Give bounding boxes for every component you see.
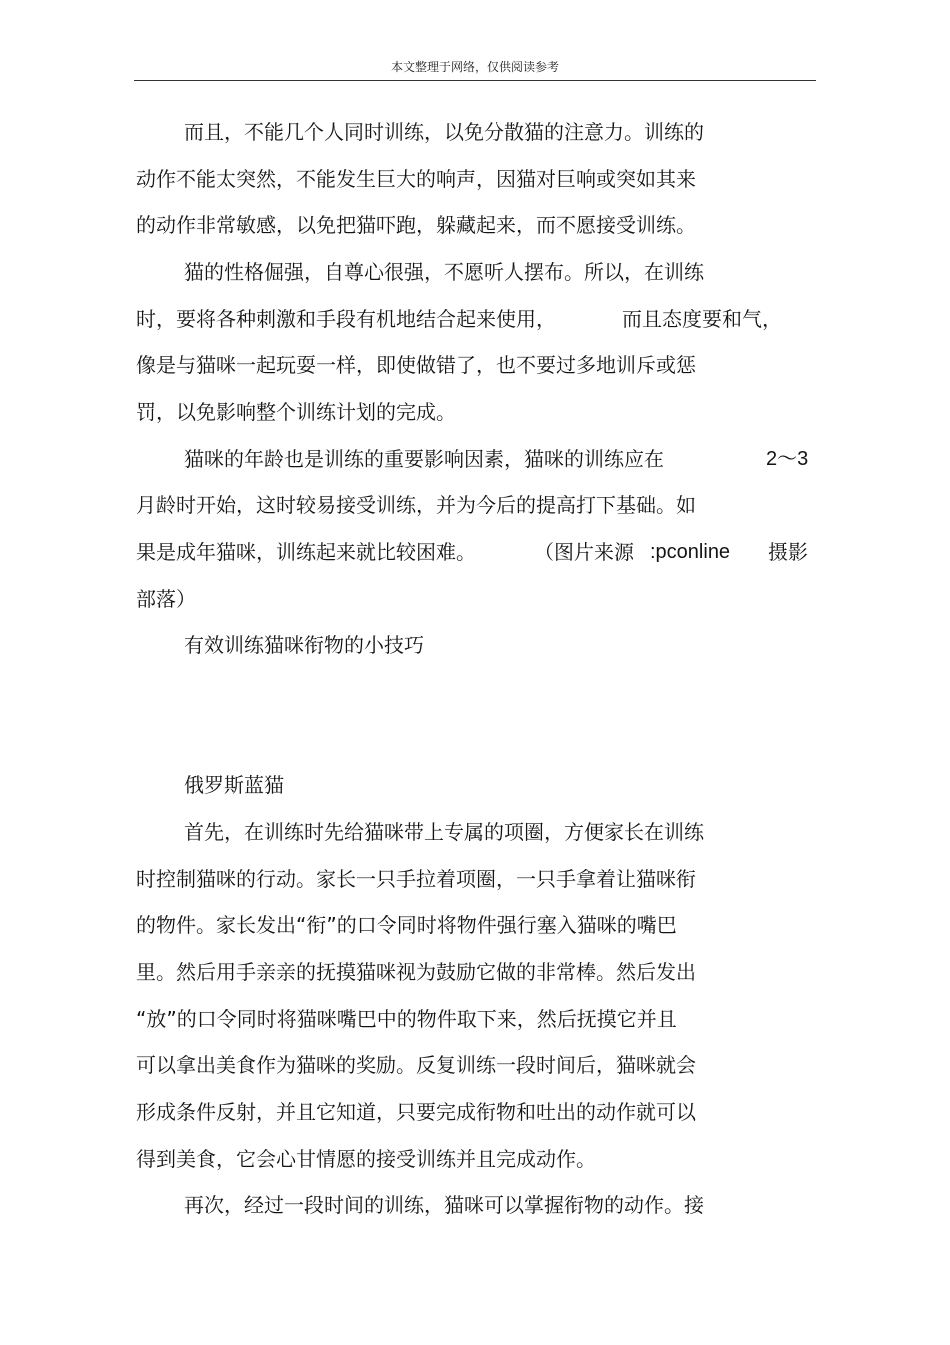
age-range-text: 2～3 bbox=[766, 448, 809, 470]
image-caption: 俄罗斯蓝猫 bbox=[184, 773, 284, 797]
paragraph-line: “放”的口令同时将猫咪嘴巴中的物件取下来，然后抚摸它并且 bbox=[136, 1007, 677, 1031]
paragraph-line-fragment: 而且态度要和气， bbox=[622, 307, 782, 331]
paragraph-line: 首先，在训练时先给猫咪带上专属的项圈，方便家长在训练 bbox=[184, 820, 704, 844]
paragraph-line: 得到美食，它会心甘情愿的接受训练并且完成动作。 bbox=[136, 1147, 596, 1171]
paragraph-line: 可以拿出美食作为猫咪的奖励。反复训练一段时间后，猫咪就会 bbox=[136, 1053, 696, 1077]
paragraph-line: 的物件。家长发出“衔”的口令同时将物件强行塞入猫咪的嘴巴 bbox=[136, 913, 677, 937]
image-source-suffix: 摄影 bbox=[768, 540, 808, 564]
paragraph-line: 时控制猫咪的行动。家长一只手拉着项圈，一只手拿着让猫咪衔 bbox=[136, 867, 696, 891]
paragraph-line: 猫的性格倔强，自尊心很强，不愿听人摆布。所以，在训练 bbox=[184, 260, 704, 284]
paragraph-line: 动作不能太突然，不能发生巨大的响声，因猫对巨响或突如其来 bbox=[136, 167, 696, 191]
paragraph-line: 月龄时开始，这时较易接受训练，并为今后的提高打下基础。如 bbox=[136, 493, 696, 517]
paragraph-line: 部落） bbox=[136, 587, 196, 611]
paragraph-line: 的动作非常敏感，以免把猫吓跑，躲藏起来，而不愿接受训练。 bbox=[136, 213, 696, 237]
image-source-label: （图片来源 bbox=[534, 540, 634, 564]
paragraph-line: 里。然后用手亲亲的抚摸猫咪视为鼓励它做的非常棒。然后发出 bbox=[136, 960, 696, 984]
paragraph-line: 再次，经过一段时间的训练，猫咪可以掌握衔物的动作。接 bbox=[184, 1193, 704, 1217]
page-header: 本文整理于网络，仅供阅读参考 bbox=[390, 60, 559, 74]
paragraph-line: 时，要将各种刺激和手段有机地结合起来使用， bbox=[136, 307, 556, 331]
section-heading: 有效训练猫咪衔物的小技巧 bbox=[184, 633, 424, 657]
image-source-name: :pconline bbox=[650, 541, 731, 563]
paragraph-line: 罚，以免影响整个训练计划的完成。 bbox=[136, 400, 456, 424]
paragraph-line: 猫咪的年龄也是训练的重要影响因素，猫咪的训练应在 bbox=[184, 447, 664, 471]
paragraph-line: 像是与猫咪一起玩耍一样，即使做错了，也不要过多地训斥或惩 bbox=[136, 353, 696, 377]
paragraph-line: 而且，不能几个人同时训练，以免分散猫的注意力。训练的 bbox=[184, 120, 704, 144]
paragraph-line: 形成条件反射，并且它知道，只要完成衔物和吐出的动作就可以 bbox=[136, 1100, 696, 1124]
header-divider bbox=[134, 80, 816, 81]
paragraph-line: 果是成年猫咪，训练起来就比较困难。 bbox=[136, 540, 476, 564]
